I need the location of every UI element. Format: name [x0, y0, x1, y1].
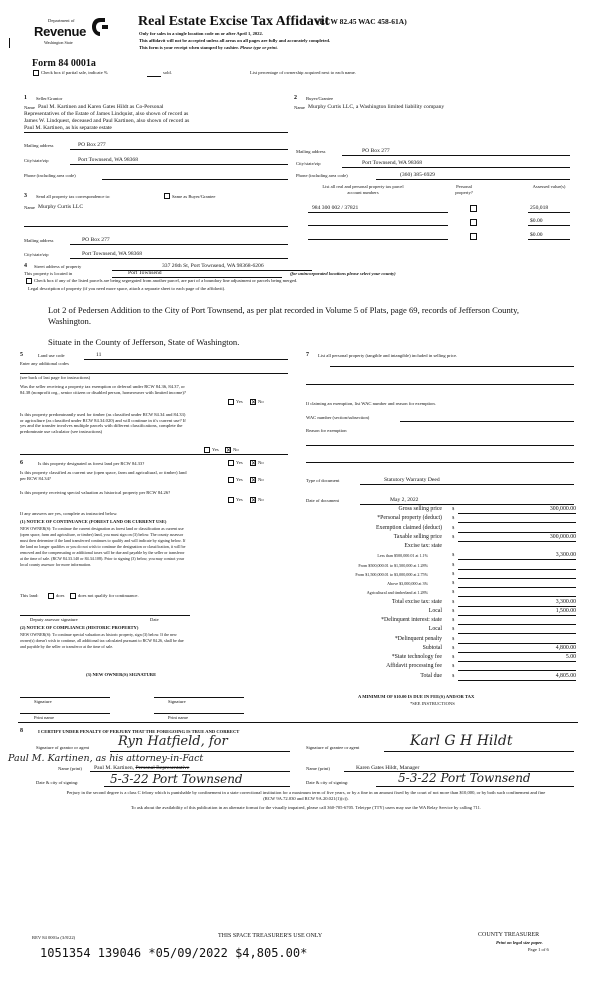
- tax-row-label: Subtotal: [422, 644, 442, 651]
- tax-row-currency: $: [452, 607, 455, 613]
- s6-q2-no: No: [258, 477, 264, 482]
- parcels-col2-header: Personal property?: [455, 184, 473, 195]
- tax-row-currency: $: [452, 552, 455, 558]
- tax-row-line: [458, 643, 576, 644]
- tax-row-currency: $: [452, 672, 455, 678]
- tax-row-amount: 300,000.00: [549, 506, 576, 512]
- boundary-note: Check box if any of the listed parcels are being segregated from another parcel, are part of a boundary line adjustment or parcels being merged.: [34, 278, 298, 283]
- owner-print-line-1: [20, 713, 110, 714]
- tax-row-currency: $: [452, 533, 455, 539]
- tax-row-currency: $: [452, 635, 455, 641]
- land-does-not-checkbox[interactable]: [70, 593, 76, 599]
- receipt-stamp: 1051354 139046 *05/09/2022 $4,805.00*: [40, 946, 308, 960]
- s6-q1-no: No: [258, 460, 264, 465]
- doc-date: May 2, 2022: [390, 497, 419, 503]
- section3-name-label: Name: [24, 205, 35, 210]
- seller-mailing-label: Mailing address: [24, 143, 54, 148]
- tax-row-amount: 4,805.00: [555, 672, 576, 679]
- land-use-line: [84, 359, 288, 360]
- grantor-sig-line: [110, 751, 290, 752]
- grantee-name: Karen Gates Hildt, Manager: [356, 765, 420, 771]
- tax-row-label: Less than $500,000.01 at 1.1%: [377, 553, 428, 559]
- grantor-date-city: 5-3-22 Port Townsend: [110, 772, 243, 786]
- grantor-sig-label: Signature of grantor or agent: [36, 745, 90, 750]
- seller-city-label: City/state/zip: [24, 158, 49, 163]
- s6-q1-no-checkbox[interactable]: ✕: [251, 461, 257, 467]
- wac-label: WAC number (section/subsection): [306, 415, 370, 420]
- personal-property-line1: [330, 366, 574, 367]
- owner-print-label-1: Print name: [34, 715, 55, 720]
- tax-row-line: [458, 522, 576, 523]
- s6-q2-yes-checkbox[interactable]: [228, 477, 234, 483]
- s5-q2-no-checkbox[interactable]: ✕: [226, 448, 232, 454]
- parcel-row1-value: 250,018: [530, 205, 549, 211]
- owner-sig-label-2: Signature: [168, 699, 186, 704]
- s5-q1-yes: Yes: [236, 399, 243, 404]
- tax-row-label: From $500,000.01 to $1,500,000 at 1.28%: [358, 562, 428, 568]
- same-as-buyer-label: Same as Buyer/Grantee: [172, 194, 216, 199]
- legal-size-note: Print on legal size paper.: [496, 940, 543, 945]
- accessibility-note: To ask about the availability of this publication in an alternate format for the visually impaired, please call 360-705-6705. Teletype (TTY) users may use the WA Relay Service by calling 711.: [130, 805, 482, 810]
- tax-row-currency: $: [452, 570, 455, 576]
- tax-row-label: Total due: [420, 672, 442, 679]
- tax-row-line: [458, 587, 576, 588]
- tax-row-label: *Personal property (deduct): [377, 515, 442, 522]
- seller-name-line4: Paul M. Kartinen, as his separate estate: [24, 125, 112, 131]
- section3-label: Send all property tax correspondence to:: [36, 194, 111, 199]
- tax-row-label: From $1,500,000.01 to $3,000,000 at 2.75%: [355, 571, 428, 577]
- doc-type-label: Type of document: [306, 478, 340, 483]
- parcel-row2-value-line: [528, 225, 570, 226]
- certify-statement: I CERTIFY UNDER PENALTY OF PERJURY THAT THE FOREGOING IS TRUE AND CORRECT: [38, 729, 240, 734]
- reason-line1: [306, 445, 574, 446]
- section6-top-line: [20, 454, 288, 455]
- section5-q2: Is this property predominantly used for timber (as classified under RCW 84.34 and 84.33) or agriculture (as classified under RCW 84.34.020) and will continue in it's current use? If yes and the transfer involves multiple parcels with different classifications, complete the predominate use calculator (see instructions): [20, 412, 186, 435]
- partial-sale-label: Check box if partial sale, indicate %: [41, 70, 108, 75]
- s5-q1-no: No: [258, 399, 264, 404]
- s5-q2-yes: Yes: [212, 447, 219, 452]
- reason-label: Reason for exemption: [306, 428, 347, 433]
- located-note: (for unincorporated locations please select your county): [290, 271, 396, 276]
- form-title: Real Estate Excise Tax Affidavit: [138, 14, 330, 29]
- dept-line1: Department of: [48, 18, 75, 23]
- street-address: 337 26th St, Port Townsend, WA 98368-6206: [162, 263, 264, 269]
- seller-phone-line: [102, 179, 288, 180]
- parcel-row3-line: [308, 239, 448, 240]
- page-number: Page 1 of 6: [528, 947, 549, 952]
- grantor-sig-handwritten: Paul M. Kartinen, as his attorney-in-Fact: [8, 753, 204, 764]
- section6-q2: Is this property classified as current use (open space, farm and agricultural, or timber) land per RCW 84.34?: [20, 470, 187, 481]
- tax-row-label: Gross selling price: [398, 506, 442, 512]
- grantee-date-line: [376, 786, 574, 787]
- tax-row-label: Local: [428, 626, 442, 633]
- tax-row-label: *Delinquent penalty: [394, 635, 442, 642]
- buyer-city-line: [342, 167, 570, 168]
- section3-num: 3: [24, 193, 27, 199]
- tax-row-amount: 3,300.00: [555, 598, 576, 605]
- doc-date-line: [360, 504, 574, 505]
- buyer-name: Murphy Curtis LLC, a Washington limited liability company: [308, 104, 445, 110]
- s5-q2-no: No: [233, 447, 239, 452]
- tax-row-currency: $: [452, 524, 455, 530]
- tax-row-label: Excise tax: state: [404, 543, 442, 549]
- wac-line: [400, 421, 574, 422]
- personal-property-checkbox-2[interactable]: [470, 219, 477, 226]
- owner-print-line-2: [154, 713, 244, 714]
- notice-line2: This affidavit will not be accepted unless all areas on all pages are fully and accurately completed.: [139, 38, 331, 43]
- tax-row-amount: 4,800.00: [555, 644, 576, 651]
- section8-top-line: [18, 722, 578, 723]
- tax-row-amount: 3,300.00: [555, 552, 576, 559]
- header-divider: [9, 38, 10, 48]
- reason-line2: [306, 462, 574, 463]
- doc-type-line: [360, 484, 574, 485]
- form-number: Form 84 0001a: [32, 58, 96, 69]
- seller-name-underline: [24, 132, 288, 133]
- seller-mailing-line: [70, 149, 288, 150]
- parcels-col1-header: List all real and personal property tax parcel account numbers: [322, 184, 404, 195]
- tax-row-line: [458, 661, 576, 662]
- personal-property-label: List all personal property (tangible and intangible) included in selling price.: [318, 353, 458, 358]
- tax-row-currency: $: [452, 644, 455, 650]
- tax-row-label: Total excise tax: state: [392, 598, 442, 605]
- partial-sale-suffix: sold.: [163, 70, 172, 75]
- parcel-row2-value: $0.00: [530, 218, 543, 224]
- buyer-phone: (360) 385-6929: [400, 172, 435, 178]
- parcels-col3-header: Assessed value(s): [532, 184, 566, 189]
- additional-codes-line: [20, 373, 288, 374]
- grantee-date-city: 5-3-22 Port Townsend: [398, 771, 531, 785]
- parcel-row3-value-line: [528, 239, 570, 240]
- situate-text: Situate in the County of Jefferson, State of Washington.: [48, 337, 240, 347]
- owner-sig-label-1: Signature: [34, 699, 52, 704]
- exemption-label: If claiming an exemption, list WAC number and reason for exemption.: [306, 401, 436, 406]
- legal-label: Legal description of property (if you need more space, attach a separate sheet to each page of the affidavit).: [28, 286, 226, 291]
- s5-q2-yes-checkbox[interactable]: [204, 447, 210, 453]
- tax-calculation-table: [300, 506, 580, 681]
- tax-row-currency: $: [452, 561, 455, 567]
- grantee-sig-line: [384, 751, 574, 752]
- doc-date-label: Date of document: [306, 498, 339, 503]
- this-land-label: This land:: [20, 593, 39, 598]
- land-does: does: [56, 593, 65, 598]
- tax-row-line: [458, 578, 576, 579]
- deputy-sig-label: Deputy assessor signature: [30, 617, 78, 622]
- seller-city: Port Townsend, WA 98368: [78, 157, 139, 163]
- located-label: This property is located in: [24, 271, 73, 276]
- deputy-sig-line: [20, 615, 190, 616]
- perjury-note: Perjury in the second degree is a class C felony which is punishable by confinement in a state correctional institution for a maximum term of five years, or by a fine in an amount fixed by the court of not more than $10,000, or by both such confinement and fine (RCW 9A.72.030 and RCW 9A.20.021(1)(c)).: [66, 790, 546, 801]
- partial-sale-checkbox[interactable]: [33, 70, 39, 76]
- seller-city-line: [70, 164, 288, 165]
- section6-num: 6: [20, 460, 23, 466]
- located-value: Port Townsend: [128, 270, 162, 276]
- tax-row-line: [458, 532, 576, 533]
- section3-city-line: [70, 258, 288, 259]
- section6-q3: Is this property receiving special valuation as historical property per RCW 84.26?: [20, 490, 171, 495]
- buyer-phone-label: Phone (including area code): [296, 173, 348, 178]
- buyer-mailing-label: Mailing address: [296, 149, 326, 154]
- tax-row-currency: $: [452, 598, 455, 604]
- section5-q1: Was the seller receiving a property tax exemption or deferral under RCW 84.36, 84.37, or 84.38 (nonprofit org., senior citizen or disabled person, homeowner with limited income)?: [20, 384, 186, 395]
- grantee-sig-label: Signature of grantee or agent: [306, 745, 360, 750]
- ownership-note: List percentage of ownership acquired next to each name.: [250, 70, 356, 75]
- land-use-code: 11: [96, 352, 102, 358]
- section3-mailing-label: Mailing address: [24, 238, 54, 243]
- tax-row-amount: 300,000.00: [549, 533, 576, 540]
- s6-q1-yes-checkbox[interactable]: [228, 460, 234, 466]
- s6-q3-yes-checkbox[interactable]: [228, 497, 234, 503]
- tax-row-label: Above $3,000,000 at 3%: [387, 581, 428, 586]
- owner-print-label-2: Print name: [168, 715, 189, 720]
- buyer-name-label: Name: [294, 105, 305, 110]
- land-does-not: does not qualify for continuance.: [78, 593, 139, 598]
- tax-row-line: [458, 670, 576, 671]
- street-label: Street address of property: [34, 264, 82, 269]
- parcel-row1-value-line: [528, 212, 570, 213]
- section3-mailing-line: [70, 244, 288, 245]
- land-use-label: Land use code: [38, 353, 65, 358]
- section7-num: 7: [306, 352, 309, 358]
- tax-row-label: Taxable selling price: [393, 533, 442, 540]
- additional-codes-label: Enter any additional codes: [20, 361, 69, 366]
- form-revision: REV 84 0001a (3/8/22): [32, 935, 76, 940]
- tax-row-line: [458, 633, 576, 634]
- section3-mailing: PO Box 277: [82, 237, 110, 243]
- parcel-row1-line: [308, 212, 448, 213]
- grantee-date-label: Date & city of signing:: [306, 780, 349, 785]
- buyer-mailing-line: [342, 155, 570, 156]
- tax-row-label: *Delinquent interest: state: [381, 617, 442, 623]
- deputy-date-label: Date: [150, 617, 159, 622]
- notice2-body: NEW OWNER(S): To continue special valuation as historic property, sign (3) below. If the new owner(s) doesn't wish to continue, all additional tax calculated pursuant to RCW 84.26, shall be due and payable by the seller or transferor at the time of sale.: [20, 632, 184, 649]
- buyer-city-label: City/state/zip: [296, 161, 321, 166]
- tax-row-currency: $: [452, 663, 455, 669]
- seller-name-label: Name: [24, 105, 35, 110]
- buyer-section-num: 2: [294, 95, 297, 101]
- section5-num: 5: [20, 352, 23, 358]
- tax-row-label: Affidavit processing fee: [386, 663, 442, 670]
- tax-row-label: Local: [428, 607, 442, 614]
- owner-sig-line-1: [20, 697, 110, 698]
- same-as-buyer-checkbox[interactable]: [164, 193, 170, 199]
- grantor-date-label: Date & city of signing:: [36, 780, 79, 785]
- tax-row-currency: $: [452, 626, 455, 632]
- tax-row-amount: 1,500.00: [555, 607, 576, 614]
- tax-row-currency: $: [452, 506, 455, 511]
- tax-row-label: Agricultural and timberland at 1.28%: [366, 590, 428, 596]
- grantor-date-line: [104, 786, 290, 787]
- personal-property-line2: [306, 384, 574, 385]
- buyer-mailing: PO Box 277: [362, 148, 390, 154]
- land-does-checkbox[interactable]: [48, 593, 54, 599]
- buyer-heading: Buyer/Grantee: [306, 96, 334, 101]
- grantor-name: Paul M. Kartinen, Personal Representative: [94, 765, 190, 771]
- minimum-due-note: A MINIMUM OF $10.00 IS DUE IN FEE(S) AND/OR TAX: [358, 694, 475, 699]
- notice-line3: This form is your receipt when stamped by cashier. Please type or print.: [139, 45, 278, 50]
- seller-name-line3: James W. Lindquest, deceased and Paul Kartinen, also shown of record as: [24, 118, 190, 124]
- if-yes-note: If any answers are yes, complete as instructed below.: [20, 511, 118, 516]
- section3-city: Port Townsend, WA 98368: [82, 251, 143, 257]
- grantor-signature: Ryn Hatfield, for: [118, 734, 228, 749]
- notice1-title: (1) NOTICE OF CONTINUANCE (FOREST LAND OR CURRENT USE): [20, 519, 167, 524]
- buyer-city: Port Townsend, WA 98368: [362, 160, 423, 166]
- see-instructions-note: *SEE INSTRUCTIONS: [410, 701, 455, 706]
- section3-city-label: City/state/zip: [24, 252, 49, 257]
- tax-row-line: [458, 596, 576, 597]
- form-title-ref: (RCW 82.45 WAC 458-61A): [317, 17, 407, 26]
- partial-sale-line: [147, 76, 161, 77]
- seller-heading: Seller/Grantor: [36, 96, 63, 101]
- tax-row-currency: $: [452, 617, 455, 622]
- tax-row-line: [458, 624, 576, 625]
- tax-row-label: *State technology fee: [391, 654, 442, 660]
- legal-description: Lot 2 of Pedersen Addition to the City of Port Townsend, as per plat recorded in Volume 5 of Plats, page 69, records of Jefferson County, Washington.: [48, 305, 520, 327]
- seller-mailing: PO Box 277: [78, 142, 106, 148]
- section6-q1: Is this property designated as forest land per RCW 84.33?: [38, 461, 145, 466]
- s6-q3-no-checkbox[interactable]: ✕: [251, 498, 257, 504]
- s6-q1-yes: Yes: [236, 460, 243, 465]
- section8-num: 8: [20, 728, 23, 734]
- grantee-name-label: Name (print): [306, 766, 330, 771]
- s6-q3-yes: Yes: [236, 497, 243, 502]
- additional-codes-note: (see back of last page for instructions): [20, 375, 91, 380]
- tax-row-amount: 5.00: [565, 654, 576, 660]
- dept-line2: Revenue: [34, 24, 87, 39]
- grantee-signature: Karl G H Hildt: [410, 733, 513, 749]
- section4-num: 4: [24, 263, 27, 269]
- grantor-name-label: Name (print): [58, 766, 82, 771]
- new-owner-sig-title: (3) NEW OWNER(S) SIGNATURE: [86, 672, 157, 677]
- notice-line1: Only for sales in a single location code on or after April 1, 2022.: [139, 31, 263, 36]
- s5-q1-no-checkbox[interactable]: ✕: [251, 400, 257, 406]
- treasurer-use-label: THIS SPACE TREASURER'S USE ONLY: [218, 933, 323, 939]
- parcel-row3-value: $0.00: [530, 232, 543, 238]
- tax-row-currency: $: [452, 589, 455, 595]
- seller-name-line1: Paul M. Kartinen and Karen Gates Hildt as Co-Personal: [38, 104, 164, 110]
- section3-name: Murphy Curtis LLC: [38, 204, 84, 210]
- doc-type: Statutory Warranty Deed: [384, 477, 440, 483]
- tax-row-label: Exemption claimed (deduct): [376, 524, 442, 531]
- parcel-row1: 984 300 002 / 37821: [312, 205, 359, 211]
- personal-property-checkbox-3[interactable]: [470, 233, 477, 240]
- tax-row-currency: $: [452, 515, 455, 521]
- buyer-phone-line: [376, 179, 570, 180]
- s6-q2-yes: Yes: [236, 477, 243, 482]
- wa-logo-icon: [91, 17, 109, 37]
- revenue-logo: [34, 17, 112, 49]
- owner-sig-line-2: [154, 697, 244, 698]
- seller-section-num: 1: [24, 95, 27, 101]
- s6-q3-no: No: [258, 497, 264, 502]
- s6-q2-no-checkbox[interactable]: ✕: [251, 478, 257, 484]
- seller-phone-label: Phone (including area code): [24, 173, 76, 178]
- tax-row-line: [458, 569, 576, 570]
- tax-row-currency: $: [452, 580, 455, 585]
- dept-line3: Washington State: [44, 40, 73, 45]
- tax-row-currency: $: [452, 654, 455, 659]
- personal-property-checkbox-1[interactable]: [470, 205, 477, 212]
- s5-q1-yes-checkbox[interactable]: [228, 399, 234, 405]
- county-treasurer-label: COUNTY TREASURER: [478, 932, 540, 938]
- boundary-checkbox[interactable]: [26, 278, 32, 284]
- seller-name-line2: Representatives of the Estate of James Lindquist, also shown of record as: [24, 111, 189, 117]
- notice1-body: NEW OWNER(S): To continue the current designation as forest land or classification as current use (open space, farm and agriculture, or timber) land, you must sign on (3) below. The county assessor must then determine if the land transferred continues to qualify and will indicate by signing below. If the land no longer qualifies or you do not wish to continue the designation or classification, it will be removed and the compensating or additional taxes will be due and payable by the seller or transferor at the time of sale. (RCW 84.33.140 or 84.34.108). Prior to signing (3) below, you may contact your local county assessor for more information.: [20, 526, 186, 567]
- notice2-title: (2) NOTICE OF COMPLIANCE (HISTORIC PROPERTY): [20, 625, 139, 630]
- section3-name-line2: [24, 226, 288, 227]
- parcel-row2-line: [308, 225, 448, 226]
